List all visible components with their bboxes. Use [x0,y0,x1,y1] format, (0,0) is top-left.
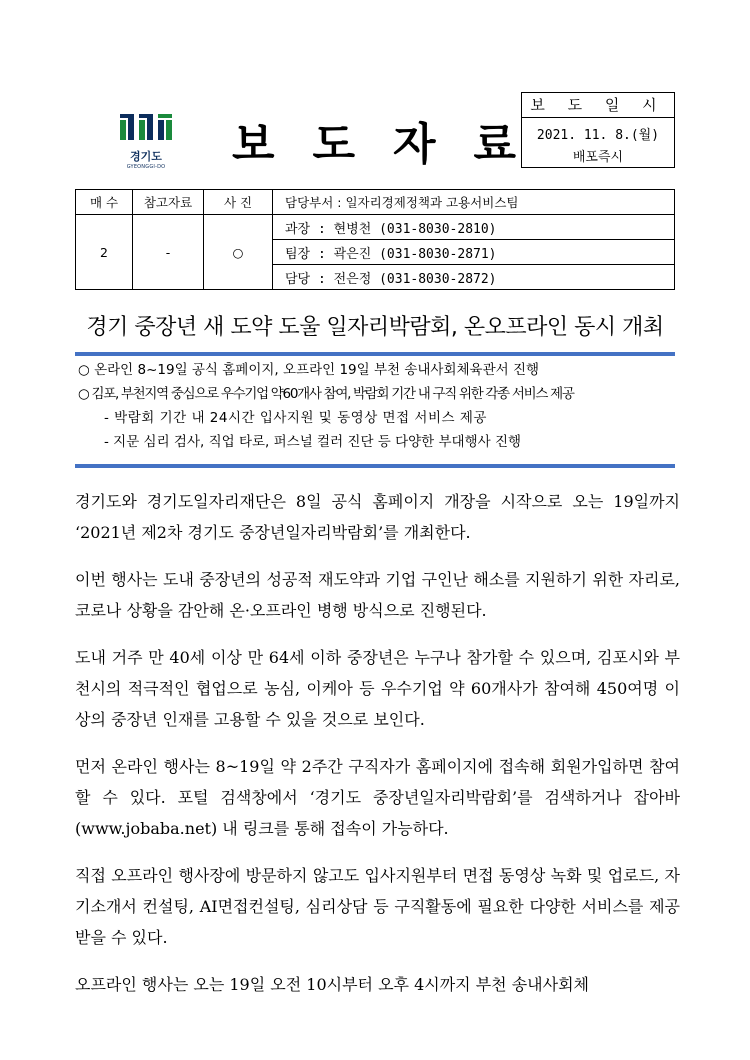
paragraph: 먼저 온라인 행사는 8~19일 약 2주간 구직자가 홈페이지에 접속해 회원가입하면 참여할 수 있다. 포털 검색창에서 ‘경기도 중장년일자리박람회’를 검색하거나 잡아바(www.jobaba.net) 내 링크를 통해 접속이 가능하다. [75,757,680,838]
summary-item: ○ 김포, 부천지역 중심으로 우수기업 약60개사 참여, 박람회 기간 내 구직 위한 각종 서비스 제공 [78,386,574,402]
pages-header: 매 수 [76,190,133,215]
contact-team-lead: 팀장 : 곽은진 (031-8030-2871) [273,240,675,265]
release-date-label: 보 도 일 시 [522,93,674,118]
contact-staff: 담당 : 전은정 (031-8030-2872) [273,265,675,290]
summary-subitem: - 지문 심리 검사, 직업 타로, 퍼스널 컬러 진단 등 다양한 부대행사 진행 [104,434,522,450]
release-date: 2021. 11. 8.(월) [536,128,660,143]
pages-count: 2 [76,215,133,290]
article-body [75,486,680,1016]
summary-subitem: - 박람회 기간 내 24시간 입사지원 및 동영상 면접 서비스 제공 [104,410,487,426]
release-date-box [521,92,675,168]
gyeonggi-logo [118,112,174,170]
logo-subtitle: GYEONGGI-DO [126,164,166,170]
summary-top-bar [75,352,675,356]
paragraph: 오프라인 행사는 오는 19일 오전 10시부터 오후 4시까지 부천 송내사회체 [75,975,589,994]
summary-item: ○ 온라인 8~19일 공식 홈페이지, 오프라인 19일 부천 송내사회체육관서 진행 [78,362,540,378]
references-header: 참고자료 [133,190,204,215]
paragraph: 직접 오프라인 행사장에 방문하지 않고도 입사지원부터 면접 동영상 녹화 및 업로드, 자기소개서 컨설팅, AI면접컨설팅, 심리상담 등 구직활동에 필요한 다양한 서비스를 제공받을 수 있다. [75,866,680,947]
contact-director: 과장 : 현병천 (031-8030-2810) [273,215,675,240]
contact-info-table [75,189,675,290]
logo-mark-icon [118,112,174,142]
paragraph: 경기도와 경기도일자리재단은 8일 공식 홈페이지 개장을 시작으로 오는 19일까지 ‘2021년 제2차 경기도 중장년일자리박람회’를 개최한다. [75,492,680,542]
headline: 경기 중장년 새 도약 도울 일자리박람회, 온오프라인 동시 개최 [86,315,664,340]
photo-header: 사 진 [204,190,273,215]
release-timing: 배포즉시 [572,150,624,165]
paragraph: 이번 행사는 도내 중장년의 성공적 재도약과 기업 구인난 해소를 지원하기 위한 자리로, 코로나 상황을 감안해 온·오프라인 병행 방식으로 진행된다. [75,570,680,620]
references-value: - [133,215,204,290]
summary-box [78,358,678,454]
photo-value: ○ [204,215,273,290]
department: 담당부서 : 일자리경제정책과 고용서비스팀 [273,190,675,215]
paragraph: 도내 거주 만 40세 이상 만 64세 이하 중장년은 누구나 참가할 수 있으며, 김포시와 부천시의 적극적인 협업으로 농심, 이케아 등 우수기업 약 60개사가 참여해 450여명 이상의 중장년 인재를 고용할 수 있을 것으로 보인다. [75,648,680,729]
summary-bottom-bar [75,464,675,468]
logo-name: 경기도 [130,150,162,163]
page-title: 보도자료 [232,119,555,170]
